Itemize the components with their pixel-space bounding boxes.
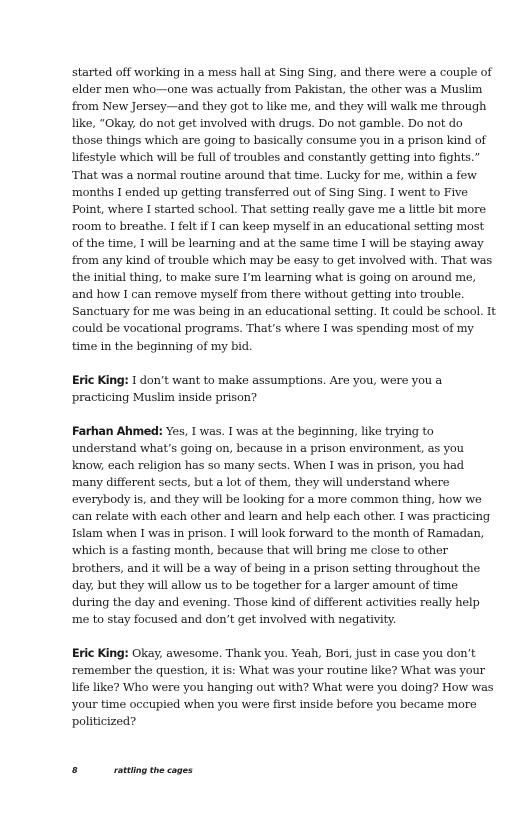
body-text: [72, 64, 496, 747]
paragraph-text: Okay, awesome. Thank you. Yeah, Bori, just in case you don’t remember the question, it is: What was your routine like? What was your life like? Who were you hanging out with? What were you doing? How was your time occupied when you were first inside before you became more politicized?: [72, 645, 494, 729]
running-title: rattling the cages: [114, 766, 193, 775]
speaker-name: Eric King:: [72, 373, 129, 387]
paragraph-text: Yes, I was. I was at the beginning, like trying to understand what’s going on, because in a prison environment, as you know, each religion has so many sects. When I was in prison, you had many different sects, but a lot of them, they will understand where everybody is, and they will be looking for a more common thing, how we can relate with each other and learn and help each other. I was practicing Islam when I was in prison. I will look forward to the month of Ramadan, which is a fasting month, because that will bring me close to other brothers, and it will be a way of being in a prison setting throughout the day, but they will allow us to be together for a larger amount of time during the day and evening. Those kind of different activities really help me to stay focused and don’t get involved with negativity.: [72, 423, 490, 626]
paragraph-dialogue: [72, 372, 496, 406]
paragraph-dialogue: [72, 645, 496, 730]
paragraph-text: I don’t want to make assumptions. Are you, were you a practicing Muslim inside prison?: [72, 372, 443, 404]
paragraph-text: started off working in a mess hall at Sing Sing, and there were a couple of elder men who—one was actually from Pakistan, the other was a Muslim from New Jersey—and they got to like me, and they will walk me through like, “Okay, do not get involved with drugs. Do not gamble. Do not do those things which are going to basically consume you in a prison kind of lifestyle which will be full of troubles and constantly getting into fights.” That was a normal routine around that time. Lucky for me, within a few months I ended up getting transferred out of Sing Sing. I went to Five Point, where I started school. That setting really gave me a little bit more room to breathe. I felt if I can keep myself in an educational setting most of the time, I will be learning and at the same time I will be staying away from any kind of trouble which may be easy to get involved with. That was the initial thing, to make sure I’m learning what is going on around me, and how I can remove myself from there without getting into trouble. Sanctuary for me was being in an educational setting. It could be school. It could be vocational programs. That’s where I was spending most of my time in the beginning of my bid.: [72, 65, 496, 353]
paragraph-continuation: [72, 64, 496, 355]
paragraph-dialogue: [72, 423, 496, 628]
page-number: 8: [72, 766, 78, 775]
speaker-name: Eric King:: [72, 646, 129, 660]
speaker-name: Farhan Ahmed:: [72, 424, 163, 438]
